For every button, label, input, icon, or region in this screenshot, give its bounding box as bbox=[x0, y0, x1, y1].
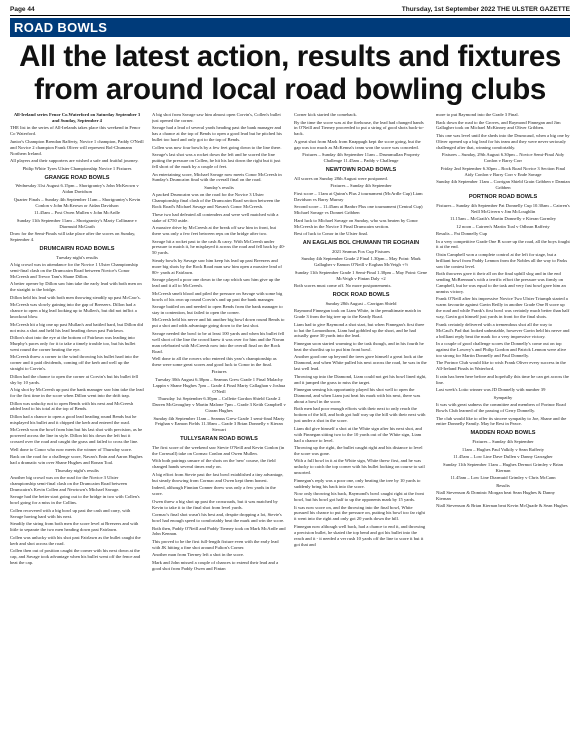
article-paragraph: Best of luck to Conor in the Ulster final. bbox=[294, 231, 369, 237]
article-paragraph: Sympathy bbox=[493, 394, 513, 400]
article-paragraph: Friday 2nd September 6.30pm – Rock Road Novice 3 Section Final Aidy Conlon v Barry Corr v Ende Savage bbox=[440, 165, 566, 177]
article-paragraph: Sunday 11th September 11am – Hughes Dermot Grimley v Brian Kiernan bbox=[443, 461, 563, 473]
article-paragraph: THE list in the series of All-Irelands takes place this weekend in Fenor Co Waterford. bbox=[10, 125, 141, 137]
article-paragraph: Fixtures – Sunday, 29th August 6.30pm – Novice Semi-Final Aidy Conlon v Barry Corr bbox=[441, 152, 565, 164]
article-paragraph: Dillon was unlucky not to open Bends with his next and McCreesh added lead to his total at the top of Bends. bbox=[10, 400, 134, 412]
article-paragraph: Mark and John missed a couple of chances to extend their lead and a good shot from Paddy Owen and Fintan bbox=[152, 559, 279, 571]
article-paragraph: 12 noon – Cairren's Martin Toal v Odhran Rafferty bbox=[456, 223, 550, 229]
article-paragraph: Another big crowd was on the road for the Novice 3 Ulster championship semi-final clash on the Drumcairn Road between Drumcairn's Kevin Collen and Newtown's Michael Savage. bbox=[10, 475, 127, 492]
article-paragraph: Both scores must come off. No more postponements. bbox=[294, 283, 392, 289]
article-paragraph: Hard luck to Michael Savage on Sunday, who was beaten by Conor McCreesh in the Novice 3 Final Drumcairn section. bbox=[294, 217, 418, 229]
article-paragraph: Oisin Campbell won a complete control at the left for stage, but a brilliant bowl from Paddy Lennon from the Nobles all the way to Parks saw the contest level. bbox=[436, 251, 568, 269]
article-paragraph: Sunday 11th September Grade 1 Semi-Final 1.30pm – May Point: Gene McVeigh v Fintan Daly +2 bbox=[294, 269, 428, 281]
article-paragraph: With a full bowl in it at the White sign, White threw first, and he was unlucky to catch the top corner with his bullet looking on course to sail unsorted. bbox=[294, 458, 425, 476]
club-heading: ROCK ROAD BOWLS bbox=[332, 291, 390, 298]
article-paragraph: Throwing up into the Diamond, Liam could not get his bowl lined right, and it jumped the grass to miss the target. bbox=[294, 373, 427, 385]
article-paragraph: Sunday's results bbox=[204, 184, 234, 190]
article-paragraph: Draw for the Semi-Finals will take place after the scores on Sunday, September 4. bbox=[10, 231, 136, 242]
article-paragraph: In a couple of good challenge scores the Donnelly's come out on top against the Lowery's and Philip Gordon and Patrick Lennon were alive too strong for Martin Donnelly and Paul Donnelly. bbox=[436, 341, 567, 358]
article-paragraph: 11am – Hughes Paul Valkily v Sean Rafferty bbox=[461, 446, 545, 452]
article-paragraph: Finnegan sensing his opportunity played his shot well to open the Diamond, and when Liam just beat his mark with his next, there was about a bowl in the score. bbox=[294, 387, 421, 404]
article-paragraph: A big shot from Savage saw him almost open Corvin's, Collen's bullet just opened the corner. bbox=[152, 112, 281, 123]
article-paragraph: Steady bowls by Savage saw him keep his lead up past Breezers and more big shots by the Rock Road man saw him open a massive lead of 80+ yards at Fairlawn. bbox=[152, 257, 282, 275]
article-paragraph: The first score of the weekend saw Stevie O'Neill and Kevin Conlon (in the Cornwall) take on Cormac Conlon and Owen Mullen. bbox=[152, 445, 285, 456]
article-paragraph: Results bbox=[496, 482, 510, 488]
article-paragraph: Niall Stevenson & Brian Kiernan beat Kevin McQuade & Sean Hughes bbox=[436, 503, 568, 509]
article-paragraph: Finnegan's reply was a poor one, only beating the tree by 10 yards to suddenly bring his back into the score. bbox=[294, 477, 421, 489]
club-heading: TULLYSARAN ROAD BOWLS bbox=[180, 436, 258, 443]
article-paragraph: Niall Stevenson & Dominic Morgan beat Sean Hughes & Danny Kiernan bbox=[436, 490, 555, 501]
column-1 bbox=[10, 112, 144, 730]
article-paragraph: Sunday 4th September 11am – Seamus Grew Grade 1 semi-final Marty Feighan v Eamon Fields 11.30am – Grade 3 Brian Donnelly v Kieran Stewart bbox=[153, 415, 285, 433]
club-heading: NEWTOWN ROAD BOWLS bbox=[325, 167, 397, 174]
column-2 bbox=[152, 112, 286, 730]
article-paragraph: Philip White Tyres Ulster Championship Novice 1 Fixtures bbox=[22, 165, 132, 171]
article-paragraph: Junior's Champion Brendan Rafferty, Novice 1 champion, Paddy O'Neill and Novice 2 champion Frank Oliver will represent Bol-Chumann Northern Ireland. bbox=[10, 138, 144, 156]
article-paragraph: McCreesh was slowly gaining into the gap of Breezers. Dillon had a chance to open a big lead looking up to Mullen's, but did not inflict a knockout blow. bbox=[10, 302, 137, 320]
article-paragraph: 11.15am – McGrath's Martin Donnelly v Kieran Gormley bbox=[449, 216, 557, 222]
article-paragraph: Savage's last shot was a rocket down the left and he scored the line putting the pressure on Collen, he hit his last down the right but it just fell short of the mark by a couple of feet. bbox=[152, 152, 281, 170]
page-date: Thursday, 1st September 2022 THE ULSTER GAZETTE bbox=[401, 6, 570, 13]
article-paragraph: Well done to all the rowers who entered this year's championship as these were some great scores and good luck to Conor in the final. bbox=[152, 356, 277, 367]
article-paragraph: It rain has been here before and hopefully this time he can get across the line. bbox=[436, 373, 569, 385]
article-paragraph: Last week's Lotto winner was JD Donnelly with number 39 bbox=[436, 387, 546, 393]
article-paragraph: Fixtures – Sunday 4th September Pat Donnelly Cup 10.30am – Cairren's Neill McGivern v Jim McLoughlin bbox=[436, 202, 570, 214]
article-paragraph: By the time the score was at the firehouse, the lead had changed hands in O'Neill and Tierney proceeded to put a string of good shots back-to-back. bbox=[294, 119, 424, 137]
article-paragraph: more to put Raymond into the Grade 3 Final. bbox=[436, 112, 519, 117]
article-paragraph: Finnegan now although well back, had a chance to end it, and throwing a precision bullet, he skated the top bend and got his bullet into the reach and it - it needed a ver rush 10 yards off the line to score it but it got that and bbox=[294, 523, 426, 547]
article-paragraph: Cormac's final shot wasn't his best and, despite dropping a lot, Stevie's bowl had enough speed to comfortably beat the mark and win the score. bbox=[152, 512, 285, 524]
article-paragraph: Throwing up the right, the bullet caught right and his distance to level the score was gone. bbox=[294, 445, 423, 456]
article-paragraph: Raymond Finnegan took on Liam White, in the penultimate match in Grade 3 from the big tree up to the Keady Road. bbox=[294, 308, 421, 320]
article-paragraph: 2021 Seamus Fox Cup Fixtures bbox=[332, 248, 390, 254]
article-paragraph: The Portnor Club would like to wish Frank Oliver every success in the All-Ireland Finals in Waterford. bbox=[436, 360, 566, 372]
section-banner bbox=[10, 18, 570, 37]
article-paragraph: Liam had to give Raymond a shot start, but when Finnegan's first three to hat the Lomonthorn, Liam had gobbled up the short, and he had actually gone 30 yards into the lead. bbox=[294, 321, 425, 339]
club-heading: PORTNOR ROAD BOWLS bbox=[468, 193, 538, 200]
lead-paragraph: All-Ireland series Fenor Co.Waterford on Saturday September 3 and Sunday, September 4 bbox=[13, 112, 141, 123]
article-paragraph: Savage had a lead of several yards heading past the bank manager and has a chance at the top of Bends to open a good lead but he pitched his bullet too hard and only got to the top of Bends. bbox=[152, 125, 282, 143]
article-paragraph: Tuesday night's results bbox=[56, 254, 98, 260]
article-paragraph: All scores on Sunday 28th August were postponed. bbox=[294, 175, 388, 181]
article-paragraph: A better opener by Dillon saw him take the early lead with both men on the straight to the bridge. bbox=[10, 281, 142, 293]
article-paragraph: A massive drive by McCreesh at the break off saw him in front, but there was only a few feet between reps on the bridge after two. bbox=[152, 225, 276, 237]
article-paragraph: McCreesh threw a corner to the wind throwing his bullet hard into the corner and it paid dividends, coming off the kerb and well up the straight to Corvin's. bbox=[10, 354, 139, 372]
article-paragraph: Dillon had a chance to open a good lead heading round Bends but he misplayed his bullet and it chipped the kerb and entered the road. bbox=[10, 413, 137, 425]
article-paragraph: Liam did give himself a shot at the White sign after his next shot, and with Finnegan sitting two to the 10 yards out of the White sign, Liam had a chance to level. bbox=[294, 425, 422, 443]
article-paragraph: The club would like to offer its sincere sympathy to Joe, Shane and the entire Donnelly Family. May he Rest in Peace. bbox=[436, 415, 567, 427]
article-paragraph: In a very competitive Grade One B score up the road, all the boys fought it at the end. bbox=[436, 238, 570, 250]
club-heading: DRUMCAIRN ROAD BOWLS bbox=[39, 245, 115, 252]
article-paragraph: Collen then out of position caught the corner with his next down at the cap, and Savage took advantage when his bullet went off the fence and beat the cap. bbox=[10, 548, 141, 565]
article-paragraph: Now only throwing his back, Raymond's bowl caught right at the front bowl, but his bowl got half to up the opponents mark by 15 yards. bbox=[294, 491, 424, 503]
page-number: Page 44 bbox=[10, 6, 35, 13]
article-paragraph: Second score – 11.45am at Banbrr Plus one tournament (Central Cup) Michael Savage vs Donnet Gribben bbox=[294, 204, 423, 216]
article-paragraph: Both then, Paddy O'Neill and Paddy Tierney took on Mark McArdle and John Kennan. bbox=[152, 525, 286, 537]
article-paragraph: Another man from Tierney left a shot in the score. bbox=[152, 552, 245, 558]
article-paragraph: Back down the road to the Groves, and Raymond Finnegan and Jim Gallagher took on Michael McKinney and Oliver Gribben. bbox=[436, 119, 561, 131]
article-paragraph: Sunday 11th September 11am – Shortgrantry's Marty Collinane v Diarmuid McGrath bbox=[16, 217, 138, 229]
article-paragraph: Corner kick started the comeback. bbox=[294, 112, 357, 117]
club-heading: GRANGE ROAD BOWLS bbox=[44, 174, 110, 181]
article-paragraph: Thursday 1st September 6.30pm – Collette Gordon Shield Grade 2 Darren McGeoughey v Martin Malone 7pm – Grade 3 Keith Campbell v Ciaran Hughes bbox=[152, 396, 286, 414]
article-paragraph: Sunday 4th September 11am – Corrigan Shield Grain Gribben v Damian Gribben bbox=[436, 179, 570, 190]
article-paragraph: Savage had the better start going out to the bridge in two with Collen's bowl going for a miss in the Collins. bbox=[10, 494, 140, 506]
article-paragraph: 11.45am – Low Line Diarmuid Grimley v Chris McCann bbox=[450, 475, 556, 481]
article-paragraph: Thursday night's results bbox=[55, 467, 99, 473]
article-paragraph: Finnegan soon started warming to the task though, and in his fourth he beat the shortlist up to put him front bowl. bbox=[294, 340, 424, 352]
article-paragraph: These two had defeated all contenders and were well matched with a stake of £750 aside. bbox=[152, 211, 279, 223]
column-3 bbox=[294, 112, 428, 730]
section-title: ROAD BOWLS bbox=[14, 20, 108, 35]
article-paragraph: Collen was unlucky with his shot past Fairlawn as the bullet caught the kerb and shot across the road. bbox=[10, 534, 141, 546]
article-paragraph: Wednesday 31st August 6.15pm – Shortgrantry's John McKeown v Aidan Davidson bbox=[15, 183, 139, 195]
article-columns bbox=[10, 112, 570, 730]
article-paragraph: Back on the road for a challenge score, Navan's Enin and Aaron Hughes had a dramatic win over Shane Hughes and Ronan Toal. bbox=[10, 454, 143, 466]
article-paragraph: Collen was now four bowls by a few feet going down to the line there. bbox=[152, 144, 282, 150]
article-paragraph: Fixtures – Sunday 4th September 11am – Drummullan Property Challenge 11.45am – Paddy v Challenge bbox=[302, 152, 420, 164]
article-paragraph: McCreesh hit a big one up past Mullan's and battled hard, but Dillon did not miss a shot and held his lead heading down past Fairlawn. bbox=[10, 321, 144, 333]
article-paragraph: An entertaining score, Michael Savage now meets Conor McCreesh in Sunday's Drumcairn final with the overall final on the road. bbox=[152, 171, 282, 183]
article-paragraph: Sunday 28th August – Carrigan Shield bbox=[325, 300, 397, 306]
article-paragraph: Dillon's shot into the eye at the bottom of Fairlawn was leading into Murphy's paces only for it to take a timely trouble too, but his bullet went round the corner beating the eye. bbox=[10, 335, 136, 352]
article-paragraph: This proved to be the first full-length fixture even with the early lead with JK hitting a fine shot around Fulton's Corner. bbox=[152, 538, 279, 550]
article-paragraph: 11.45am – Low Line Dave Dullen v Danny Garragher bbox=[453, 454, 553, 460]
article-paragraph: All players and their supporters are wished a safe and fruitful journey. bbox=[10, 158, 139, 164]
header-rule bbox=[10, 15, 570, 16]
article-paragraph: Well done to Conor who now meets the winner of Thursday score. bbox=[10, 446, 133, 452]
article-paragraph: Savage played a poor one down to the cap which saw him give up the lead and it all to McCreesh. bbox=[152, 277, 281, 289]
article-paragraph: A packed Drumcairn was on the road for the Novice 3 Ulster Championship final clash of the Drumcairn Road section between the Rock Road's Michael Savage and Navan's Conor McCreesh. bbox=[152, 192, 280, 210]
article-paragraph: Fixtures bbox=[211, 369, 227, 375]
article-paragraph: A big crowd was in attendance for the Novice 1 Ulster Championship semi-final clash on the Drumcairn Road between Novice's Conor McCreesh and Trevor Tam's Shane Dillon. bbox=[10, 262, 138, 279]
article-paragraph: It was with great sadness the committee and members of Portnor Road Bowls Club learned of the passing of Gerry Donnelly. bbox=[436, 402, 566, 414]
article-paragraph: Sunday 4th September Grade 2 Final 1.30pm – May Point: Mark Gallagher v Eamon O'Neill v Eoghan McVeigh +½ bbox=[301, 256, 421, 268]
article-paragraph: First score – 11am at Quinn's Plus 2 tournament (McArdle Cup) Liam Davidson vs Barry Murray bbox=[294, 190, 423, 202]
article-paragraph: Savage battled on and needed to open Bends from the bank manager to stay in contention, but failed to open the corner. bbox=[152, 304, 283, 315]
article-paragraph: Both men had poor enough efforts with their next to only reach the bottom of the hill, and both got half way up the hill with their next with just under a shot in the score. bbox=[294, 406, 426, 424]
article-paragraph: McCreesh won the bowl from him but his last shot with precision, as he powered across the line in style. Dillon hit his down the left but it crossed over the road and caught the grass and failed to cross the line. bbox=[10, 427, 143, 445]
club-heading: AN EAGLAIS BOL CHUMANN TIR EOGHAIN bbox=[302, 239, 420, 246]
article-paragraph: McCreesh smelt blood and piled the pressure on Savage with some big bowls of his own up round Corvin's and up past the bank manager. bbox=[152, 290, 283, 302]
article-paragraph: Tuesday 30th August 6.30pm – Seamus Grew Grade 1 Final Malachy Lappin v Shane Hughes 7pm – Grade 4 Final Marty Callaghan v Joshua O'Neill bbox=[152, 376, 286, 394]
article-paragraph: It was now score on, and the throwing into the final bowl, White pursued his chance to put the pressure on, putting his bowl too far right it went into the right and only got 20 yards down the hill. bbox=[294, 504, 425, 522]
article-paragraph: Steadily the string from both men the score level at Breezers and with little to separate the two men heading down past Fairlawn. bbox=[10, 521, 139, 533]
article-paragraph: With both pairings unsure of the shots on the 'new' course, the field changed hands several times early on. bbox=[152, 458, 276, 470]
article-paragraph: Dillon held his lead with both men throwing steadily up past McCaw's. bbox=[10, 294, 141, 300]
article-paragraph: Savage hit a rocket past to the cash & carry. With McCreesh under pressure to match it, he misplayed it across the road and fell back by 40-50 yards. bbox=[152, 238, 286, 256]
article-paragraph: Frank O'Neill after his impressive Novice Two Ulster Triumph started a warm favourite against Gavin Reilly in another Grade One B score up the road and while Frank's first bowl was certainly much better than half way, Gavin got himself just yards in front for the final shots. bbox=[436, 296, 570, 320]
article-paragraph: Dillon had the chance to open the corner at Corvin's but his bullet fell shy by 10 yards. bbox=[10, 373, 139, 385]
article-paragraph: McCreesh held his nerve and hit another big bowl down round Bends to put a shot and odds advantage going down to the last shot. bbox=[152, 317, 285, 329]
article-paragraph: A big effort from Stevie past the fast bowl established a tiny advantage, but steady throwing from Cormac and Owen kept them honest. bbox=[152, 471, 284, 483]
headline: All the latest action, results and fixtures from around local road bowling clubs bbox=[19, 40, 561, 106]
article-paragraph: Another good one up beyond the trees gave himself a great look at the Diamond, and when White pulled his next across the road, he was in the last well lead. bbox=[294, 354, 427, 372]
article-paragraph: Savage needed the bowl to be at least 100 yards and when his bullet fell well short of the line the crowd knew it was over for him and the Navan man celebrated with McCreesh now into the overall final on the Rock Road. bbox=[152, 330, 285, 354]
article-paragraph: Indeed, although Finnian Conner threw was only a few yards in the score. bbox=[152, 485, 276, 497]
article-paragraph: Fixtures – Sunday 4th September bbox=[472, 439, 534, 445]
article-paragraph: This one was level until the sheds into the Drumcaud, when a big one by Oliver opened up a big lead for his team and they were never seriously challenged after that, winning comfortably. bbox=[436, 132, 570, 150]
article-paragraph: 11.45am – Post Owen Mullen v John McArdle bbox=[34, 210, 120, 216]
article-paragraph: Fixtures – Sunday 4th September bbox=[330, 183, 392, 189]
column-4 bbox=[436, 112, 570, 730]
article-paragraph: Collen recovered with a big bowl up past the cash and carry, with Savage having hard with his next. bbox=[10, 507, 131, 519]
article-paragraph: Quarter Finals – Sunday 4th September 11am – Shortgrantry's Kevin Conlon v John McKeown or Aidan Davidson bbox=[13, 196, 141, 208]
article-paragraph: Frank certainly delivered with a tremendous shot all the way to McCaul's Pad that looked unbeatable, however Gavin held his nerve and a brilliant reply beat the mark for a very impressive victory. bbox=[436, 321, 570, 339]
article-paragraph: A great shot from Mark from Knappagh kept the score going, but the gap was too much as McKenna's team won the score was conceded. bbox=[294, 138, 421, 150]
article-paragraph: Results – Pat Donnelly Cup bbox=[436, 231, 488, 237]
club-heading: MADDEN ROAD BOWLS bbox=[470, 430, 536, 437]
article-paragraph: Both throwers gave it their all on the final uphill slog and in the end sending McBrennan's with a terrific effort the pressure was firmly on Campbell, but he was equal to the task and very fast bowl gave him an unmiss victory. bbox=[436, 271, 566, 294]
article-paragraph: Owen threw a big shot up past the crossroads, but it was matched by Kevin to take it to the final shot from level yards. bbox=[152, 498, 278, 510]
article-paragraph: A big shot by McCreesh up past the bank manager saw him take the lead for the first time in the score when Dillon went into the drift trap. bbox=[10, 387, 144, 399]
